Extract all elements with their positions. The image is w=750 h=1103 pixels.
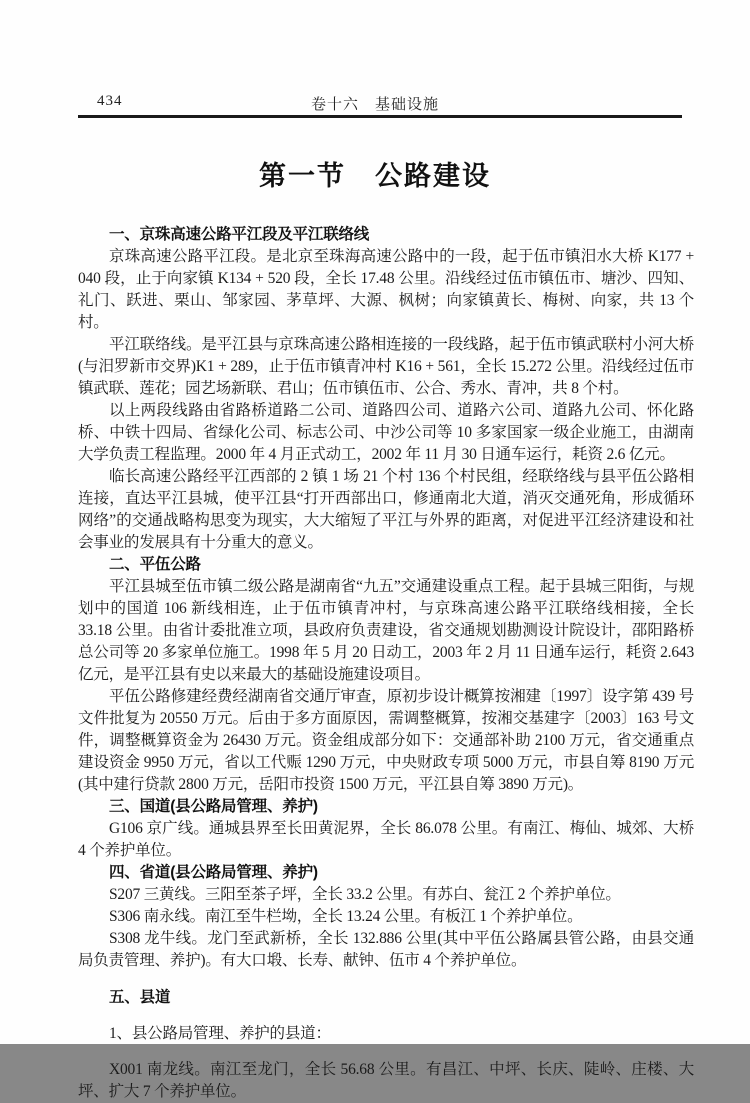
paragraph: 以上两段线路由省路桥道路二公司、道路四公司、道路六公司、道路九公司、怀化路桥、中铁十四局、省绿化公司、标志公司、中沙公司等 10 多家国家一级企业施工，由湖南大学负责工程监理。2000 年 4 月正式动工，2002 年 11 月 30 日通车运行，耗资 2.6 亿元。 (78, 402, 694, 463)
section-pingwu-highway (78, 554, 694, 796)
paragraph: S308 龙牛线。龙门至武新桥，全长 132.886 公里(其中平伍公路属县管公路，由县交通局负责管理、养护)。有大口塅、长寿、献钟、伍市 4 个养护单位。 (78, 930, 694, 969)
section-provincial-roads (78, 862, 694, 972)
subsection-heading-2: 二、平伍公路 (109, 556, 201, 573)
section-national-roads (78, 796, 694, 862)
paragraph: S207 三黄线。三阳至茶子坪，全长 33.2 公里。有苏白、瓮江 2 个养护单位。 (109, 886, 621, 903)
page-body (78, 224, 694, 1103)
running-header-title: 卷十六 基础设施 (310, 97, 439, 113)
paragraph: 临长高速公路经平江西部的 2 镇 1 场 21 个村 136 个村民组，经联络线与县平伍公路相连接，直达平江县城，使平江县“打开西部出口，修通南北大道，消灭交通死角，形成循环网络”的交通战略构思变为现实，大大缩短了平江与外界的距离，对促进平江经济建设和社会事业的发展具有十分重大的意义。 (78, 468, 694, 551)
page-number: 434 (97, 93, 123, 109)
section-county-roads (78, 987, 694, 1103)
paragraph: 平伍公路修建经费经湖南省交通厅审查，原初步设计概算按湘建〔1997〕设字第 439 号文件批复为 20550 万元。后由于多方面原因，需调整概算，按湘交基建字〔2003〕163 号文件，调整概算资金为 26430 万元。资金组成部分如下：交通部补助 2100 万元，省交通重点建设资金 9950 万元，省以工代赈 1290 万元，中央财政专项 5000 万元，市县自筹 8190 万元(其中建行贷款 2800 万元，岳阳市投资 1500 万元，平江县自筹 3890 万元)。 (78, 688, 694, 793)
paragraph: S306 南永线。南江至牛栏坳，全长 13.24 公里。有板江 1 个养护单位。 (109, 908, 583, 925)
paragraph: 平江县城至伍市镇二级公路是湖南省“九五”交通建设重点工程。起于县城三阳街，与规划中的国道 106 新线相连，止于伍市镇青冲村，与京珠高速公路平江联络线相接，全长 33.18 公里。由省计委批准立项，县政府负责建设，省交通规划勘测设计院设计，邵阳路桥总公司等 20 多家单位施工。1998 年 5 月 20 日动工，2003 年 2 月 11 日通车运行，耗资 2.643 亿元，是平江县有史以来最大的基础设施建设项目。 (78, 578, 694, 683)
subsection-heading-3: 三、国道(县公路局管理、养护) (109, 798, 318, 815)
paragraph: 平江联络线。是平江县与京珠高速公路相连接的一段线路，起于伍市镇武联村小河大桥(与汨罗新市交界)K1 + 289，止于伍市镇青冲村 K16 + 561，全长 15.272 公里。沿线经过伍市镇武联、莲花；园艺场新联、君山；伍市镇伍市、公合、秀水、青冲，共 8 个村。 (78, 336, 694, 397)
paragraph: 1、县公路局管理、养护的县道： (109, 1025, 331, 1042)
paragraph: X001 南龙线。南江至龙门，全长 56.68 公里。有昌江、中坪、长庆、陡岭、庄楼、大坪、扩大 7 个养护单位。 (78, 1061, 694, 1100)
header-rule (78, 115, 682, 118)
subsection-heading-5: 五、县道 (109, 989, 171, 1006)
section-jingzhu-expressway (78, 224, 694, 554)
running-header (0, 0, 750, 114)
subsection-heading-4: 四、省道(县公路局管理、养护) (109, 864, 318, 881)
subsection-heading-1: 一、京珠高速公路平江段及平江联络线 (109, 226, 370, 243)
page-title: 第一节 公路建设 (259, 161, 491, 191)
paragraph: G106 京广线。通城县界至长田黄泥界，全长 86.078 公里。有南江、梅仙、城郊、大桥 4 个养护单位。 (78, 820, 694, 859)
paragraph: 京珠高速公路平江段。是北京至珠海高速公路中的一段，起于伍市镇汨水大桥 K177 + 040 段，止于向家镇 K134 + 520 段，全长 17.48 公里。沿线经过伍市镇伍市、塘沙、四知、礼门、跃进、栗山、邹家园、茅草坪、大源、枫树；向家镇黄长、梅树、向家，共 13 个村。 (78, 248, 694, 331)
